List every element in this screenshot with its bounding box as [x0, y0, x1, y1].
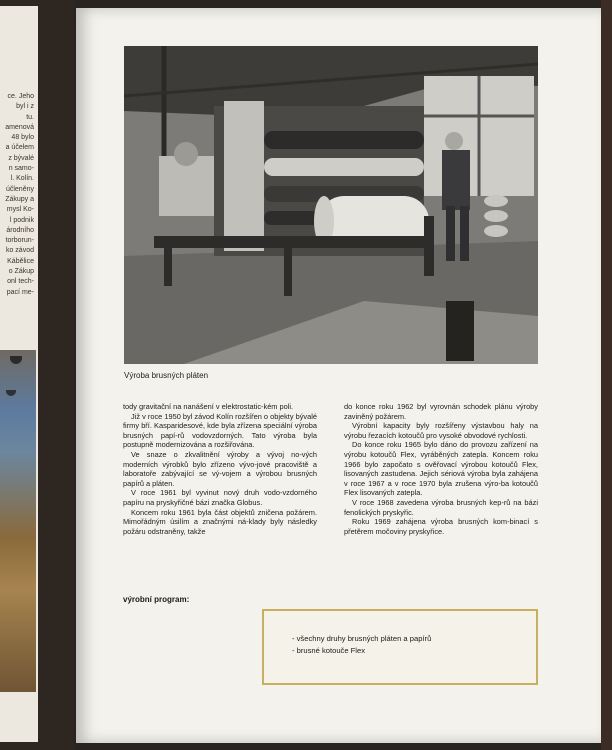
- left-line: onl tech-: [7, 278, 34, 286]
- left-line: a účelem: [5, 144, 34, 152]
- left-page-photo: [0, 350, 36, 692]
- left-line: mysl Ko-: [6, 206, 34, 214]
- left-page-text: [0, 92, 36, 298]
- paragraph: Roku 1969 zahájena výroba brusných kom-binací s přetěrem močoviny pryskyřice.: [344, 517, 538, 536]
- left-line: amenová: [5, 123, 34, 131]
- program-label: výrobní program:: [123, 595, 190, 604]
- right-page: [76, 8, 601, 743]
- lamp-shape: [6, 390, 16, 396]
- paragraph: Do konce roku 1965 bylo dáno do provozu zařízení na výrobu kotoučů Flex, vyráběných zatepla. Koncem roku 1966 bylo započato s ověřovací výrobou kotoučů Flex, lisovaných zastudena. Jejich sériová výroba byla zahájena v roce 1967 a v roce 1970 byla zrušena výro-ba kotoučů Flex lisovaných zatepla.: [344, 440, 538, 498]
- left-line: Kábělice: [7, 257, 34, 265]
- left-line: byl i z: [16, 103, 34, 111]
- factory-photo: [124, 46, 538, 364]
- paragraph: Koncem roku 1961 byla část objektů zničena požárem. Mimořádným úsilím a značnými ná-klady byly následky požáru odstraněny, takže: [123, 507, 317, 536]
- program-item: - všechny druhy brusných pláten a papírů: [292, 634, 432, 643]
- program-box: [262, 609, 538, 685]
- text-column-left: [123, 402, 317, 536]
- text-column-right: [344, 402, 538, 536]
- program-item: - brusné kotouče Flex: [292, 646, 366, 655]
- left-page: [0, 6, 38, 742]
- left-line: účleněny: [5, 185, 34, 193]
- left-line: o Zákup: [8, 268, 34, 276]
- left-line: ko závod: [5, 247, 34, 255]
- lamp-shape: [10, 356, 22, 364]
- left-line: l. Kolín.: [10, 175, 34, 183]
- paragraph: Výrobní kapacity byly rozšířeny výstavbou haly na výrobu řezacích kotoučů pro vysoké obvodové rychlosti.: [344, 421, 538, 440]
- photo-caption: Výroba brusných pláten: [124, 371, 209, 380]
- left-line: z bývalé: [8, 154, 34, 162]
- paragraph: V roce 1968 zavedena výroba brusných kep-rů na bázi fenolických pryskyřic.: [344, 497, 538, 517]
- paragraph: V roce 1961 byl vyvinut nový druh vodo-vzdorného papíru na pryskyřičné bázi značka Globus.: [123, 488, 317, 507]
- paragraph: Ve snaze o zkvalitnění výroby a vývoj no-vých moderních výrobků bylo zřízeno vývo-jové pracoviště a laboratoře zabývající se vý-vojem a výrobou brusných papírů a pláten.: [123, 449, 317, 488]
- paragraph: Již v roce 1950 byl závod Kolín rozšířen o objekty bývalé firmy bří. Kasparidesové, kde byla zřízena speciální výroba brusných papí-rů vodovzdorných. Tato výroba byla postupně modernizována a rozšiřována.: [123, 411, 317, 450]
- left-line: pací me-: [6, 288, 34, 296]
- left-line: ce. Jeho: [7, 93, 34, 100]
- left-line: l podnik: [9, 216, 34, 224]
- paragraph: do konce roku 1962 byl vyrovnán schodek plánu výroby zaviněný požárem.: [344, 402, 538, 421]
- left-line: árodního: [6, 226, 34, 234]
- left-line: tu.: [26, 113, 34, 121]
- paragraph: tody gravitační na nanášení v elektrostatic-kém poli.: [123, 402, 294, 411]
- factory-photo-drawing: [124, 46, 538, 364]
- page-edge: [601, 0, 612, 750]
- left-line: Zákupy a: [5, 195, 34, 203]
- left-line: n samo-: [8, 165, 34, 173]
- left-line: 48 bylo: [11, 134, 34, 142]
- left-line: torborun-: [5, 237, 34, 245]
